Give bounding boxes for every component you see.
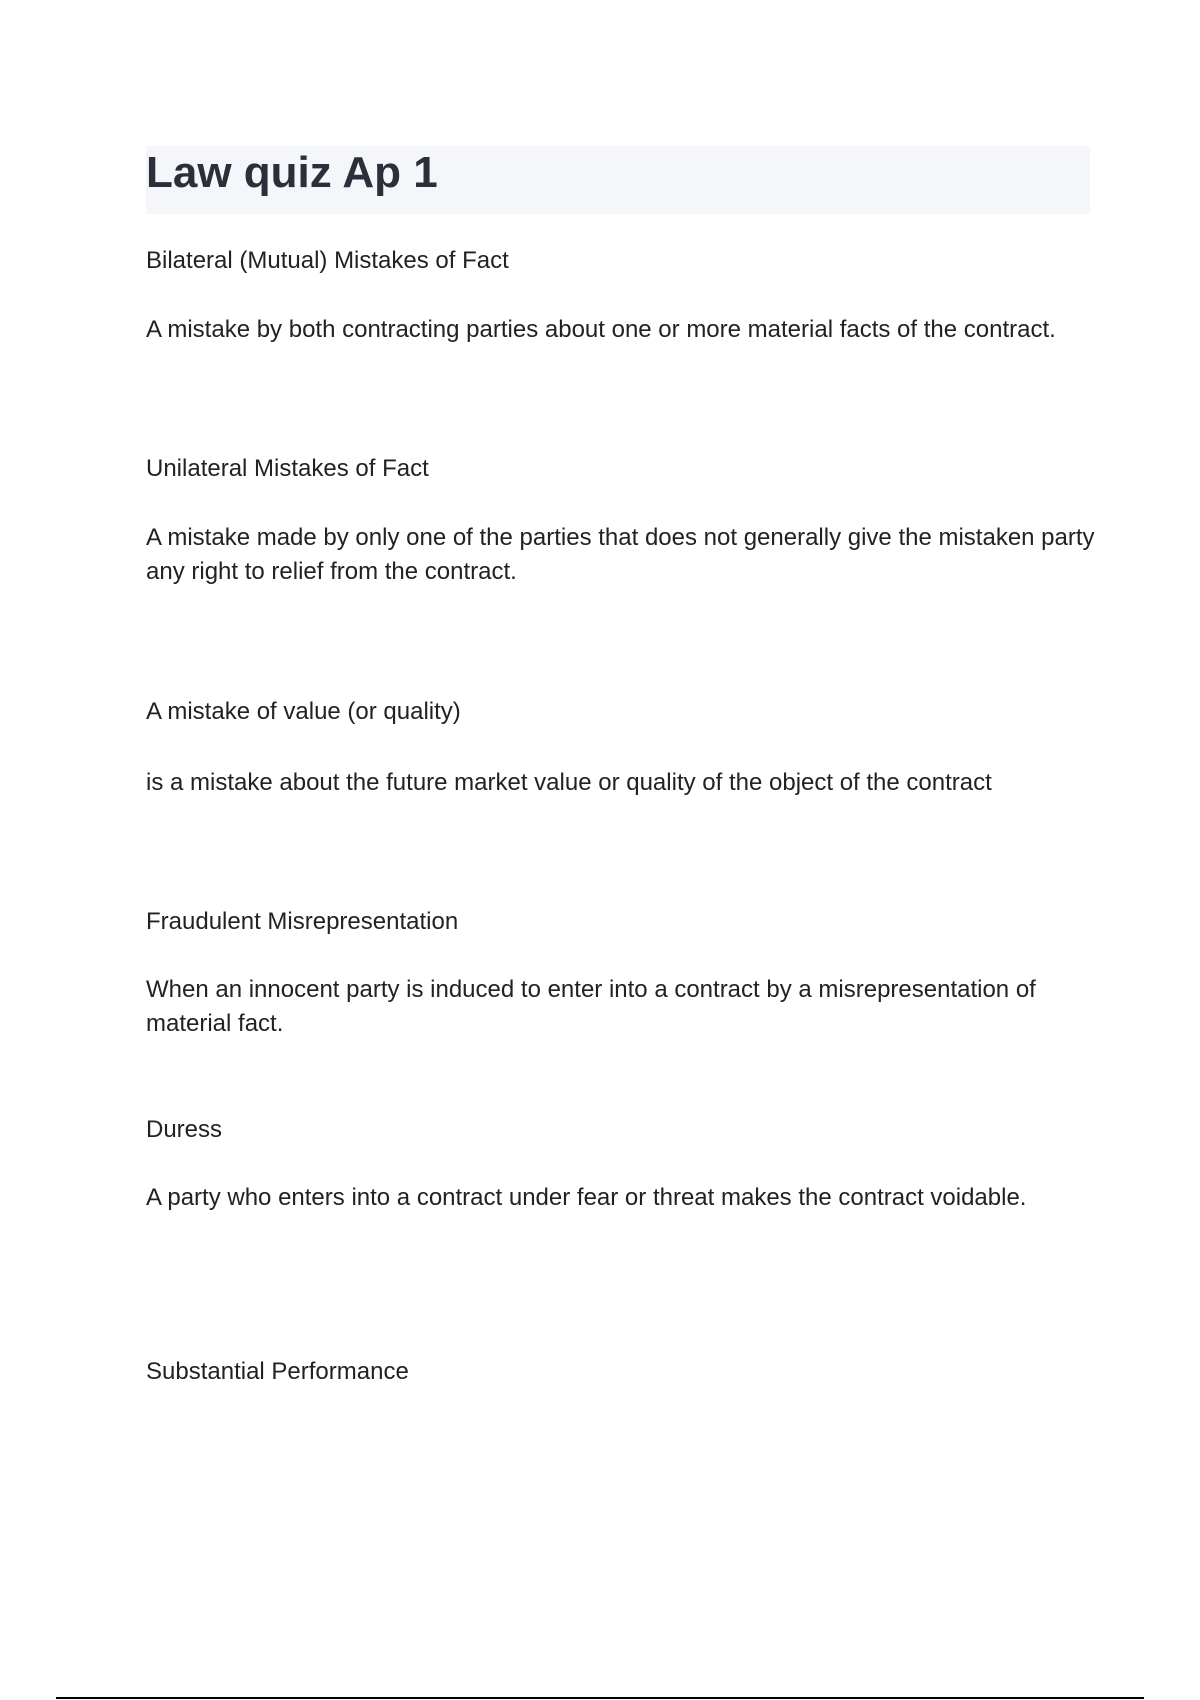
card-term: Duress bbox=[146, 1116, 223, 1143]
document-title: Law quiz Ap 1 bbox=[146, 148, 438, 197]
card-term: Substantial Performance bbox=[146, 1358, 409, 1385]
card-term: A mistake of value (or quality) bbox=[146, 698, 461, 725]
card-definition: is a mistake about the future market value or quality of the object of the contract bbox=[146, 769, 992, 796]
card-definition: A party who enters into a contract under fear or threat makes the contract voidable. bbox=[146, 1184, 1027, 1211]
page-bottom-rule bbox=[56, 1697, 1144, 1699]
card-definition: When an innocent party is induced to enter into a contract by a misrepresentation of material fact. bbox=[146, 976, 1036, 1037]
card-term: Unilateral Mistakes of Fact bbox=[146, 455, 429, 482]
card-definition: A mistake made by only one of the parties that does not generally give the mistaken party any right to relief from the contract. bbox=[146, 524, 1095, 585]
card-term: Bilateral (Mutual) Mistakes of Fact bbox=[146, 247, 509, 274]
card-term: Fraudulent Misrepresentation bbox=[146, 908, 459, 935]
card-definition: A mistake by both contracting parties about one or more material facts of the contract. bbox=[146, 316, 1056, 343]
